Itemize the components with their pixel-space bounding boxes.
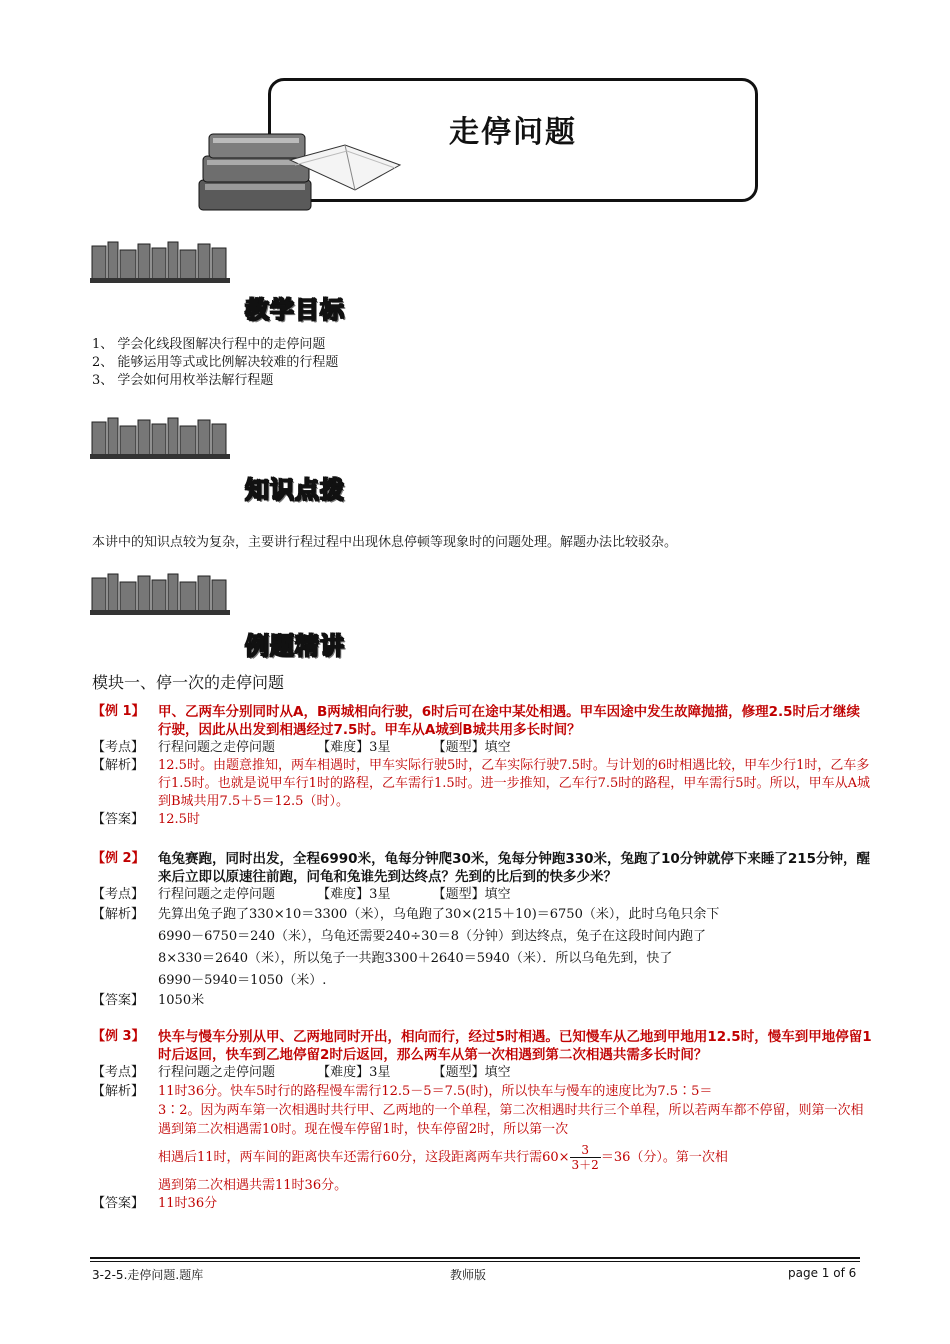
footer-rule (90, 1257, 860, 1259)
intro-paragraph: 本讲中的知识点较为复杂，主要讲行程过程中出现休息停顿等现象时的问题处理。解题办法比较驳杂。 (92, 535, 678, 550)
label-jiexi: 【解析】 (92, 758, 145, 773)
label-tixing: 【题型】 (432, 887, 485, 902)
label-kaodian: 【考点】 (92, 740, 145, 755)
solution-line: ＝36（分）。第一次相 (600, 1150, 728, 1165)
list-item: 3、 学会如何用枚举法解行程题 (92, 373, 274, 388)
answer-text: 12.5时 (158, 812, 200, 827)
solution-line: 相遇后11时，两车间的距离快车还需行60分，这段距离两车共行需60× (158, 1150, 570, 1165)
example-1 (92, 703, 872, 829)
example-3 (92, 1028, 872, 1213)
kaodian-value: 行程问题之走停问题 (158, 740, 276, 755)
example-tag: 【例 1】 (92, 704, 145, 719)
label-nandu: 【难度】 (317, 740, 370, 755)
label-nandu: 【难度】 (317, 887, 370, 902)
label-daan: 【答案】 (92, 1196, 145, 1211)
footer-center: 教师版 (450, 1268, 487, 1282)
page-title: 走停问题 (449, 115, 577, 150)
books-illustration-icon (195, 120, 405, 215)
nandu-value: 3星 (369, 740, 391, 755)
solution-text: 12.5时。由题意推知，两车相遇时，甲车实际行驶5时，乙车实际行驶7.5时。与计划的6时相遇比较，甲车少行1时，乙车多行1.5时。也就是说甲车行1时的路程，乙车需行1.5时。进一步推知，乙车行7.5时的路程，甲车需行5时。所以，甲车从A城到B城共用7.5＋5＝12.5（时）。 (158, 758, 870, 809)
fraction (570, 1143, 601, 1172)
label-tixing: 【题型】 (432, 1065, 485, 1080)
label-daan: 【答案】 (92, 812, 145, 827)
tixing-value: 填空 (484, 1065, 511, 1080)
module-heading: 模块一、停一次的走停问题 (92, 673, 285, 692)
example-question: 快车与慢车分别从甲、乙两地同时开出，相向而行，经过5时相遇。已知慢车从乙地到甲地用12.5时，慢车到甲地停留1时后返回，快车到乙地停留2时后返回，那么两车从第一次相遇到第二次相遇共需多长时间？ (158, 1029, 872, 1063)
label-daan: 【答案】 (92, 993, 145, 1008)
label-kaodian: 【考点】 (92, 1065, 145, 1080)
section-title-knowledge: 知识点拨 (245, 476, 345, 504)
fraction-numerator: 3 (570, 1143, 601, 1158)
bookshelf-icon (90, 570, 230, 616)
solution-line-with-fraction (158, 1143, 872, 1172)
bookshelf-icon (90, 414, 230, 460)
footer-page-number: page 1 of 6 (788, 1266, 857, 1280)
solution-line: 6990－6750＝240（米），乌龟还需要240÷30＝8（分钟）到达终点，兔子在这段时间内跑了 (158, 929, 706, 944)
solution-line: 3∶2。因为两车第一次相遇时共行甲、乙两地的一个单程，第二次相遇时共行三个单程，所以若两车都不停留，则第一次相遇到第二次相遇需10时。现在慢车停留1时，快车停留2时，所以第一次 (158, 1103, 864, 1137)
label-kaodian: 【考点】 (92, 887, 145, 902)
label-jiexi: 【解析】 (92, 907, 145, 922)
example-2 (92, 850, 872, 1010)
kaodian-value: 行程问题之走停问题 (158, 887, 276, 902)
label-tixing: 【题型】 (432, 740, 485, 755)
example-tag: 【例 2】 (92, 851, 145, 866)
solution-line: 6990－5940＝1050（米）. (158, 973, 327, 988)
nandu-value: 3星 (369, 1065, 391, 1080)
list-item: 2、 能够运用等式或比例解决较难的行程题 (92, 355, 339, 370)
answer-text: 1050米 (158, 993, 205, 1008)
kaodian-value: 行程问题之走停问题 (158, 1065, 276, 1080)
example-question: 甲、乙两车分别同时从A，B两城相向行驶，6时后可在途中某处相遇。甲车因途中发生故障抛描，修理2.5时后才继续行驶，因此从出发到相遇经过7.5时。甲车从A城到B城共用多长时间？ (158, 704, 861, 738)
list-item: 1、 学会化线段图解决行程中的走停问题 (92, 337, 326, 352)
goal-list (92, 336, 338, 390)
footer-rule (90, 1261, 860, 1262)
answer-text: 11时36分 (158, 1196, 218, 1211)
solution-line: 11时36分。快车5时行的路程慢车需行12.5－5＝7.5(时)，所以快车与慢车的速度比为7.5∶5＝ (158, 1084, 713, 1099)
footer-left: 3-2-5.走停问题.题库 (92, 1268, 204, 1282)
label-nandu: 【难度】 (317, 1065, 370, 1080)
nandu-value: 3星 (369, 887, 391, 902)
example-tag: 【例 3】 (92, 1029, 145, 1044)
label-jiexi: 【解析】 (92, 1084, 145, 1099)
example-question: 龟兔赛跑，同时出发，全程6990米，龟每分钟爬30米，兔每分钟跑330米，兔跑了10分钟就停下来睡了215分钟，醒来后立即以原速往前跑，问龟和兔谁先到达终点？先到的比后到的快多少米？ (158, 851, 871, 885)
fraction-denominator: 3＋2 (571, 1158, 599, 1172)
section-title-examples: 例题精讲 (245, 632, 345, 660)
bookshelf-icon (90, 238, 230, 284)
solution-line: 先算出兔子跑了330×10＝3300（米），乌龟跑了30×(215＋10)＝6750（米），此时乌龟只余下 (158, 907, 720, 922)
tixing-value: 填空 (484, 887, 511, 902)
solution-text (158, 1082, 872, 1195)
tixing-value: 填空 (484, 740, 511, 755)
solution-line: 遇到第二次相遇共需11时36分。 (158, 1178, 348, 1193)
solution-text (158, 904, 872, 992)
solution-line: 8×330＝2640（米），所以兔子一共跑3300＋2640＝5940（米）．所以乌龟先到，快了 (158, 951, 673, 966)
section-title-goals: 教学目标 (245, 296, 345, 324)
